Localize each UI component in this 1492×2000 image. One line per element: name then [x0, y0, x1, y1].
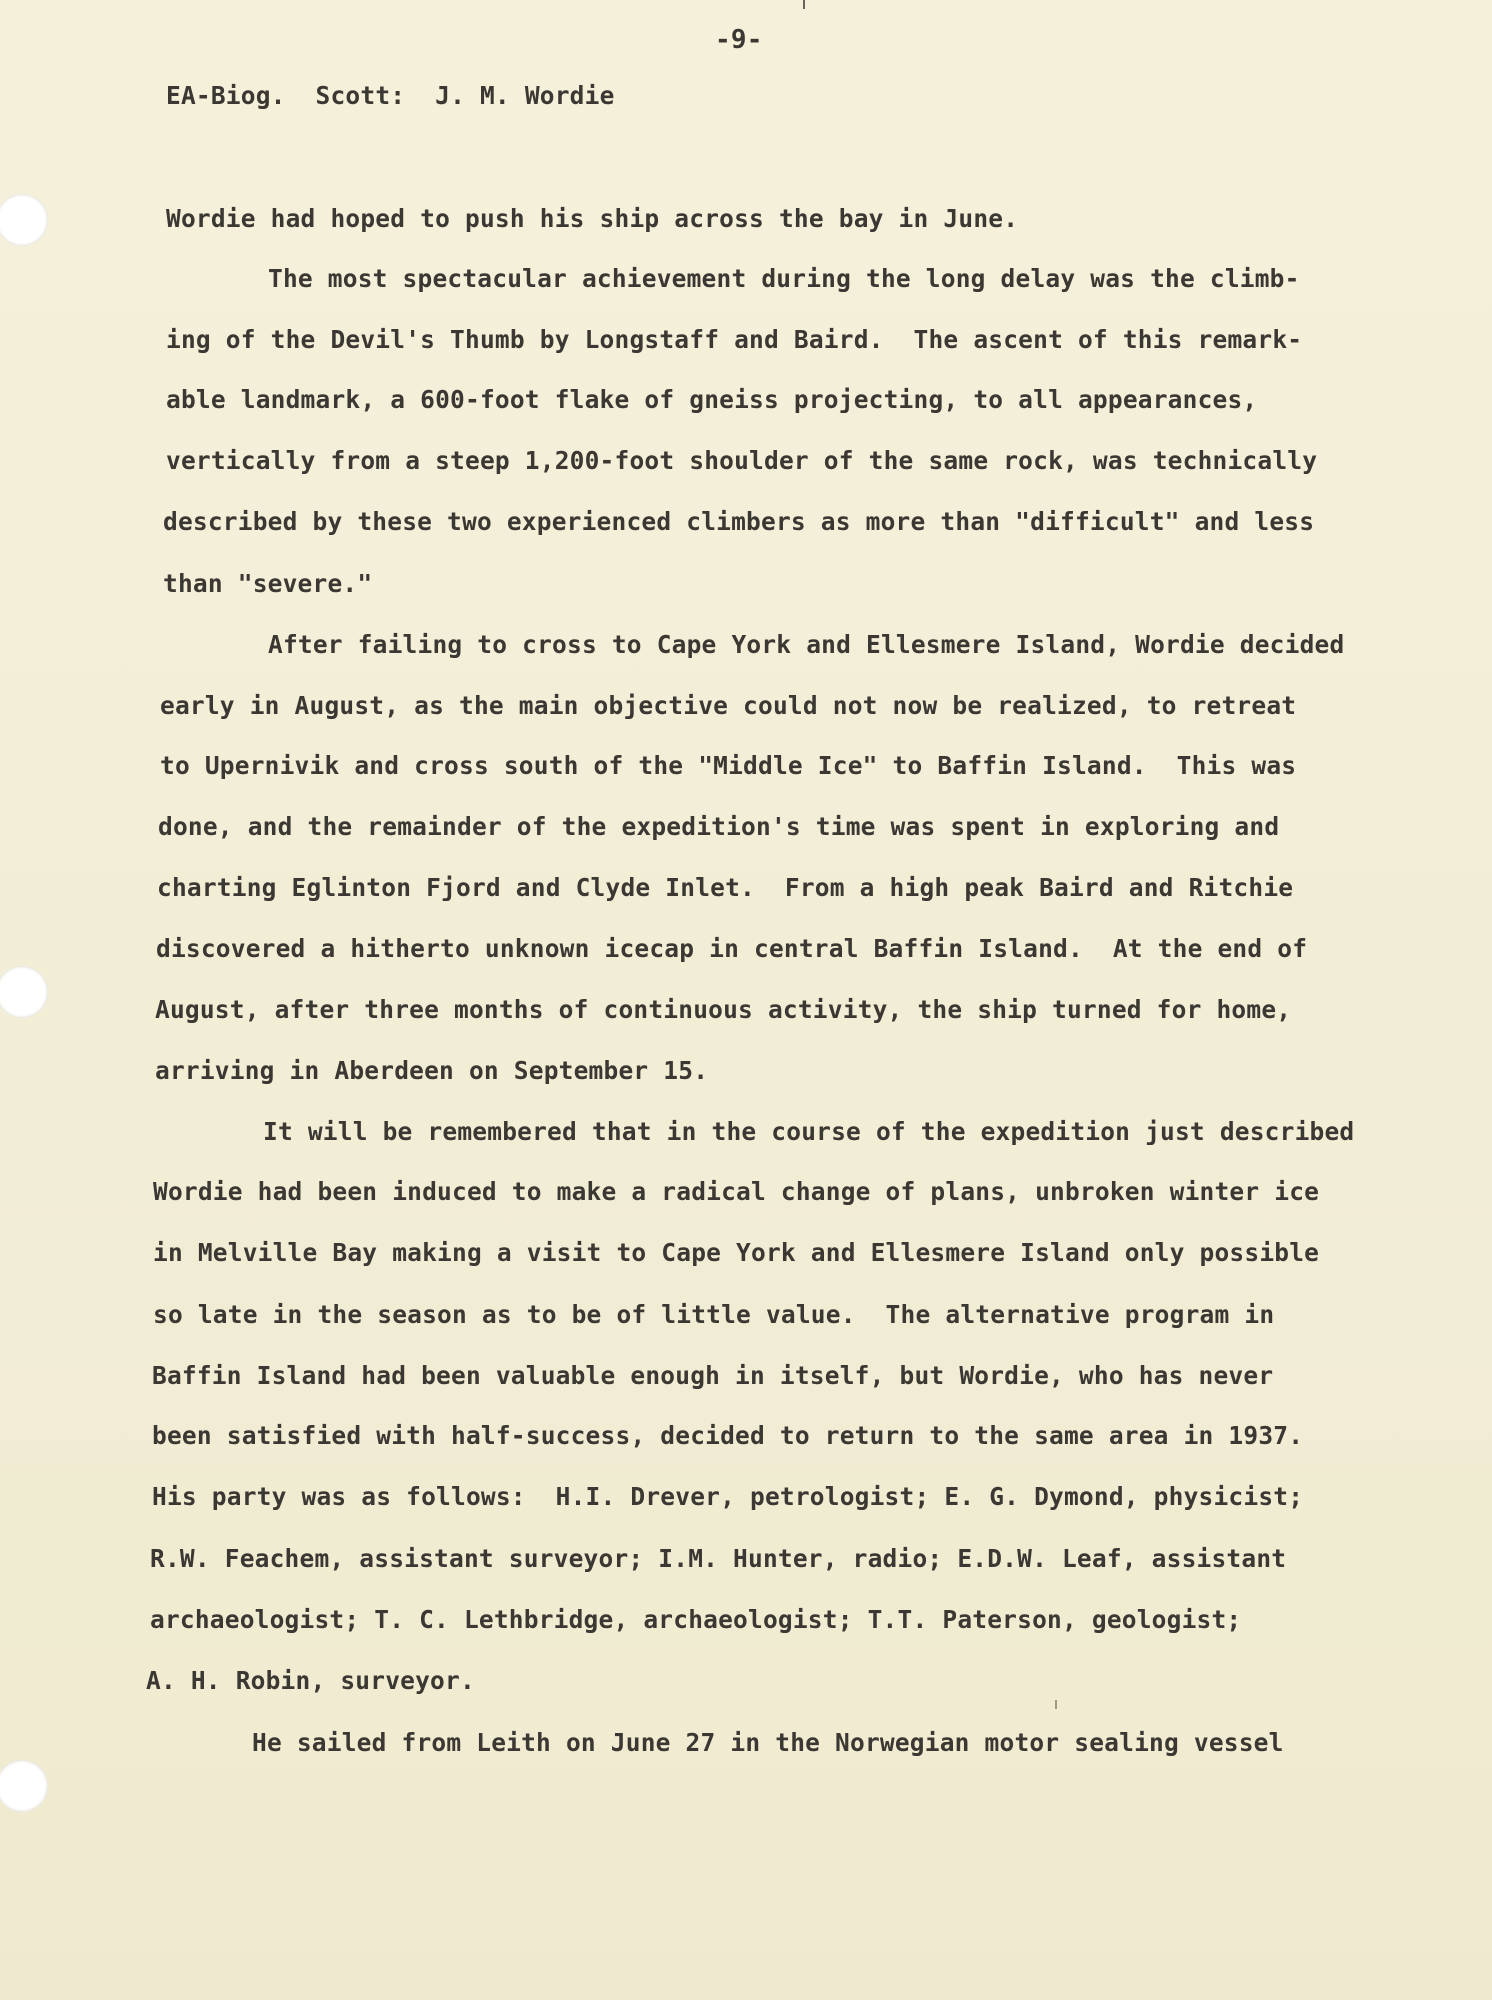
body-line: archaeologist; T. C. Lethbridge, archaeologist; T.T. Paterson, geologist;	[150, 1605, 1242, 1634]
body-line: in Melville Bay making a visit to Cape York and Ellesmere Island only possible	[153, 1238, 1320, 1267]
body-line: vertically from a steep 1,200-foot shoulder of the same rock, was technically	[166, 446, 1318, 475]
body-line: After failing to cross to Cape York and Ellesmere Island, Wordie decided	[268, 630, 1345, 659]
pencil-mark-top	[803, 0, 805, 9]
body-line: charting Eglinton Fjord and Clyde Inlet. From a high peak Baird and Ritchie	[157, 873, 1294, 902]
body-line: than "severe."	[163, 569, 373, 598]
body-line: able landmark, a 600-foot flake of gneiss projecting, to all appearances,	[166, 385, 1258, 414]
page-number: -9-	[715, 25, 763, 55]
body-line: It will be remembered that in the course of the expedition just described	[263, 1117, 1355, 1146]
running-header	[166, 82, 615, 110]
body-line: early in August, as the main objective could not now be realized, to retreat	[160, 691, 1297, 720]
body-line: August, after three months of continuous activity, the ship turned for home,	[155, 995, 1292, 1024]
body-line: done, and the remainder of the expedition's time was spent in exploring and	[158, 812, 1280, 841]
body-line: His party was as follows: H.I. Drever, petrologist; E. G. Dymond, physicist;	[152, 1482, 1304, 1511]
punch-hole-bottom	[0, 1760, 48, 1812]
body-line: R.W. Feachem, assistant surveyor; I.M. Hunter, radio; E.D.W. Leaf, assistant	[150, 1544, 1287, 1573]
body-line: to Upernivik and cross south of the "Middle Ice" to Baffin Island. This was	[160, 751, 1297, 780]
body-line: ing of the Devil's Thumb by Longstaff and Baird. The ascent of this remark-	[166, 325, 1303, 354]
body-line: arriving in Aberdeen on September 15.	[155, 1056, 709, 1085]
punch-hole-middle	[0, 966, 48, 1018]
body-line: discovered a hitherto unknown icecap in central Baffin Island. At the end of	[156, 934, 1308, 963]
body-line: The most spectacular achievement during the long delay was the climb-	[268, 264, 1300, 293]
body-line: Baffin Island had been valuable enough in itself, but Wordie, who has never	[152, 1361, 1274, 1390]
body-line: Wordie had hoped to push his ship across the bay in June.	[166, 204, 1019, 233]
punch-hole-top	[0, 194, 48, 246]
body-line: Wordie had been induced to make a radical change of plans, unbroken winter ice	[153, 1177, 1320, 1206]
body-line: been satisfied with half-success, decided to return to the same area in 1937.	[152, 1421, 1304, 1450]
header-author: Scott:	[315, 81, 406, 110]
body-line: so late in the season as to be of little value. The alternative program in	[153, 1300, 1275, 1329]
body-line: He sailed from Leith on June 27 in the Norwegian motor sealing vessel	[252, 1728, 1284, 1757]
header-prefix: EA-Biog.	[166, 81, 286, 110]
header-subject: J. M. Wordie	[435, 81, 615, 110]
body-line: described by these two experienced climbers as more than "difficult" and less	[163, 507, 1315, 536]
pencil-mark-middle	[1055, 1700, 1057, 1709]
body-line: A. H. Robin, surveyor.	[146, 1666, 475, 1695]
